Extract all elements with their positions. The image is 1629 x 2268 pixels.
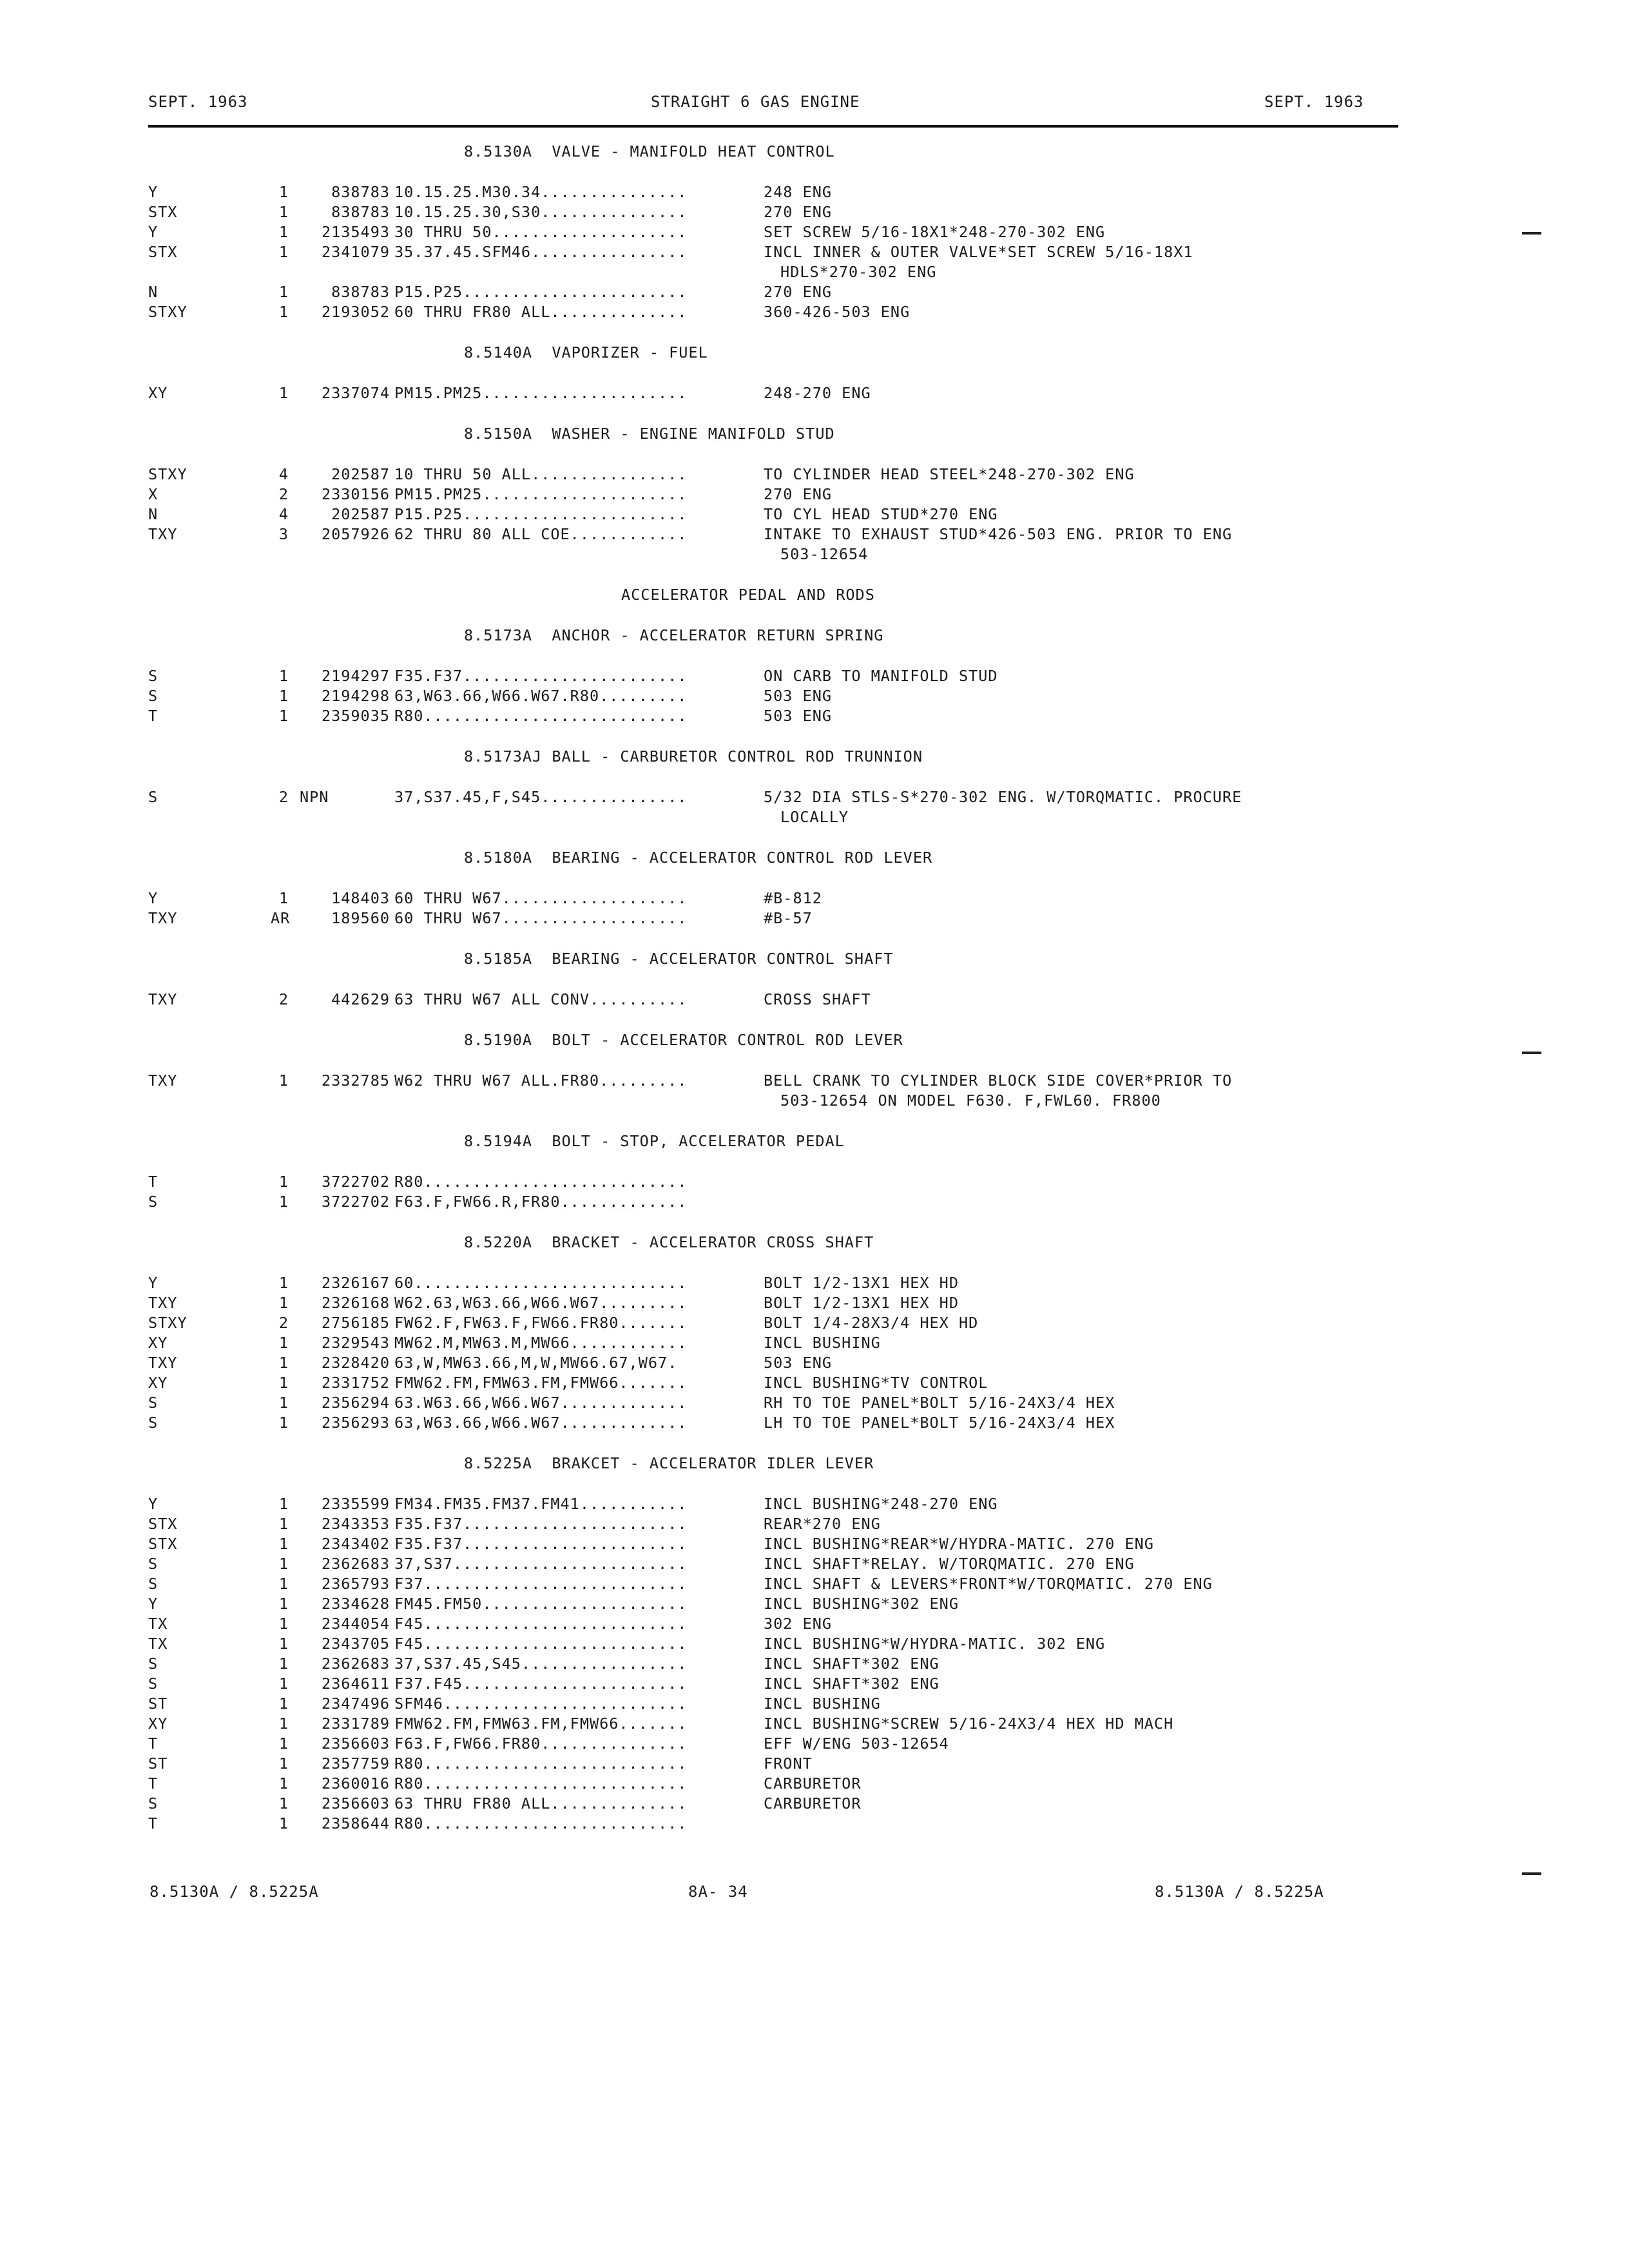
row-quantity: 1 (278, 303, 289, 321)
row-part-number: 2326167 (321, 1274, 390, 1292)
row-applicability: R80........................... (394, 707, 688, 725)
row-remarks-continued: HDLS*270-302 ENG (780, 263, 937, 281)
row-remarks: TO CYLINDER HEAD STEEL*248-270-302 ENG (764, 465, 1135, 483)
row-model-codes: XY (148, 1334, 168, 1352)
row-quantity: 1 (278, 1814, 289, 1832)
row-model-codes: S (148, 667, 159, 685)
margin-mark (1522, 232, 1541, 235)
row-quantity: 2 (278, 485, 289, 503)
row-part-number: 2357759 (321, 1754, 390, 1773)
row-quantity: 1 (278, 1635, 289, 1653)
row-part-number: 2057926 (321, 525, 390, 543)
row-model-codes: Y (148, 1495, 159, 1513)
row-applicability: 37,S37.45,S45................. (394, 1655, 688, 1673)
row-applicability: R80........................... (394, 1774, 688, 1792)
row-quantity: 2 (278, 990, 289, 1008)
row-remarks: INCL BUSHING*W/HYDRA-MATIC. 302 ENG (764, 1635, 1106, 1653)
row-remarks: 503 ENG (764, 687, 833, 705)
row-part-number: 2332785 (321, 1072, 390, 1090)
row-remarks: FRONT (764, 1754, 813, 1773)
row-applicability: W62 THRU W67 ALL.FR80......... (394, 1072, 688, 1090)
row-applicability: 10.15.25.M30.34............... (394, 183, 688, 201)
row-quantity: AR (271, 909, 291, 927)
row-model-codes: TXY (148, 990, 178, 1008)
row-quantity: 1 (278, 1735, 289, 1753)
row-remarks-continued: 503-12654 ON MODEL F630. F,FWL60. FR800 (780, 1091, 1161, 1110)
row-quantity: 1 (278, 1655, 289, 1673)
row-applicability: SFM46......................... (394, 1695, 688, 1713)
row-applicability: 37,S37.45,F,S45............... (394, 788, 688, 806)
row-quantity: 1 (278, 1515, 289, 1533)
row-model-codes: N (148, 505, 159, 523)
row-part-number: 838783 (331, 183, 390, 201)
row-part-number: 2359035 (321, 707, 390, 725)
row-applicability: F45........................... (394, 1615, 688, 1633)
row-model-codes: Y (148, 223, 159, 241)
row-applicability: F45........................... (394, 1635, 688, 1653)
row-model-codes: S (148, 1794, 159, 1812)
section-title: 8.5225A BRAKCET - ACCELERATOR IDLER LEVER (464, 1454, 874, 1472)
row-model-codes: S (148, 1655, 159, 1673)
row-remarks: BELL CRANK TO CYLINDER BLOCK SIDE COVER*PRIOR TO (764, 1072, 1233, 1090)
row-part-number: 2356294 (321, 1394, 390, 1412)
row-applicability: 10.15.25.30,S30............... (394, 203, 688, 221)
row-quantity: 1 (278, 1274, 289, 1292)
row-applicability: 63 THRU FR80 ALL.............. (394, 1794, 688, 1812)
section-title: 8.5185A BEARING - ACCELERATOR CONTROL SHAFT (464, 950, 894, 968)
row-model-codes: S (148, 1394, 159, 1412)
row-model-codes: S (148, 1575, 159, 1593)
row-remarks: INCL BUSHING (764, 1334, 881, 1352)
row-remarks: CARBURETOR (764, 1774, 862, 1792)
row-model-codes: TX (148, 1635, 168, 1653)
row-quantity: 3 (278, 525, 289, 543)
row-quantity: 1 (278, 1535, 289, 1553)
row-quantity: 1 (278, 687, 289, 705)
row-quantity: 1 (278, 1575, 289, 1593)
row-remarks: RH TO TOE PANEL*BOLT 5/16-24X3/4 HEX (764, 1394, 1115, 1412)
row-model-codes: TX (148, 1615, 168, 1633)
row-remarks: TO CYL HEAD STUD*270 ENG (764, 505, 998, 523)
row-remarks: EFF W/ENG 503-12654 (764, 1735, 949, 1753)
row-remarks: INCL BUSHING*REAR*W/HYDRA-MATIC. 270 ENG (764, 1535, 1154, 1553)
footer-range-left: 8.5130A / 8.5225A (149, 1883, 319, 1901)
row-applicability: W62.63,W63.66,W66.W67......... (394, 1294, 688, 1312)
row-remarks: INCL BUSHING*SCREW 5/16-24X3/4 HEX HD MACH (764, 1715, 1174, 1733)
row-applicability: 63 THRU W67 ALL CONV.......... (394, 990, 688, 1008)
row-model-codes: TXY (148, 1072, 178, 1090)
row-quantity: 1 (278, 223, 289, 241)
row-part-number: NPN (300, 788, 329, 806)
row-part-number: 2343353 (321, 1515, 390, 1533)
row-quantity: 1 (278, 707, 289, 725)
row-applicability: F37........................... (394, 1575, 688, 1593)
row-model-codes: TXY (148, 525, 178, 543)
row-part-number: 202587 (331, 505, 390, 523)
row-applicability: 63,W63.66,W66.W67.R80......... (394, 687, 688, 705)
row-part-number: 2326168 (321, 1294, 390, 1312)
row-quantity: 1 (278, 1615, 289, 1633)
row-remarks: INCL INNER & OUTER VALVE*SET SCREW 5/16-18X1 (764, 243, 1193, 261)
row-quantity: 1 (278, 1675, 289, 1693)
row-model-codes: T (148, 1814, 159, 1832)
row-model-codes: S (148, 1555, 159, 1573)
row-model-codes: XY (148, 1374, 168, 1392)
header-date-left: SEPT. 1963 (148, 93, 248, 111)
row-quantity: 1 (278, 243, 289, 261)
row-quantity: 1 (278, 1394, 289, 1412)
margin-mark (1522, 1052, 1541, 1054)
row-model-codes: T (148, 707, 159, 725)
row-remarks: INCL SHAFT & LEVERS*FRONT*W/TORQMATIC. 270 ENG (764, 1575, 1213, 1593)
row-model-codes: TXY (148, 1294, 178, 1312)
row-remarks-continued: LOCALLY (780, 808, 849, 826)
row-part-number: 3722702 (321, 1173, 390, 1191)
row-model-codes: STX (148, 1535, 178, 1553)
row-model-codes: S (148, 1193, 159, 1211)
section-title: 8.5194A BOLT - STOP, ACCELERATOR PEDAL (464, 1132, 845, 1150)
row-remarks: #B-57 (764, 909, 813, 927)
row-applicability: 35.37.45.SFM46................ (394, 243, 688, 261)
section-title: 8.5150A WASHER - ENGINE MANIFOLD STUD (464, 425, 835, 443)
section-title: 8.5140A VAPORIZER - FUEL (464, 343, 708, 361)
row-applicability: 37,S37........................ (394, 1555, 688, 1573)
row-part-number: 2343705 (321, 1635, 390, 1653)
row-quantity: 1 (278, 667, 289, 685)
row-part-number: 2362683 (321, 1655, 390, 1673)
row-quantity: 1 (278, 1794, 289, 1812)
row-remarks: INCL BUSHING*248-270 ENG (764, 1495, 998, 1513)
row-remarks: INCL SHAFT*RELAY. W/TORQMATIC. 270 ENG (764, 1555, 1135, 1573)
row-part-number: 2135493 (321, 223, 390, 241)
row-remarks: CROSS SHAFT (764, 990, 871, 1008)
row-applicability: 10 THRU 50 ALL................ (394, 465, 688, 483)
row-part-number: 2341079 (321, 243, 390, 261)
row-model-codes: S (148, 1414, 159, 1432)
row-quantity: 1 (278, 1374, 289, 1392)
row-part-number: 2364611 (321, 1675, 390, 1693)
row-part-number: 189560 (331, 909, 390, 927)
row-quantity: 1 (278, 1774, 289, 1792)
row-part-number: 2194298 (321, 687, 390, 705)
row-applicability: F35.F37....................... (394, 1535, 688, 1553)
row-model-codes: STXY (148, 303, 188, 321)
row-part-number: 838783 (331, 283, 390, 301)
row-part-number: 2194297 (321, 667, 390, 685)
header-title: STRAIGHT 6 GAS ENGINE (651, 93, 860, 111)
row-applicability: FW62.F,FW63.F,FW66.FR80....... (394, 1314, 688, 1332)
row-quantity: 1 (278, 1555, 289, 1573)
row-model-codes: T (148, 1774, 159, 1792)
row-quantity: 1 (278, 1414, 289, 1432)
row-part-number: 2756185 (321, 1314, 390, 1332)
row-model-codes: Y (148, 183, 159, 201)
row-part-number: 2331752 (321, 1374, 390, 1392)
row-remarks: LH TO TOE PANEL*BOLT 5/16-24X3/4 HEX (764, 1414, 1115, 1432)
row-part-number: 2362683 (321, 1555, 390, 1573)
row-quantity: 2 (278, 788, 289, 806)
row-applicability: 60............................ (394, 1274, 688, 1292)
row-applicability: R80........................... (394, 1754, 688, 1773)
row-remarks: 503 ENG (764, 1354, 833, 1372)
row-remarks: ON CARB TO MANIFOLD STUD (764, 667, 998, 685)
row-applicability: R80........................... (394, 1173, 688, 1191)
row-remarks: CARBURETOR (764, 1794, 862, 1812)
row-quantity: 1 (278, 1173, 289, 1191)
row-part-number: 2335599 (321, 1495, 390, 1513)
row-model-codes: XY (148, 384, 168, 402)
row-applicability: 63,W,MW63.66,M,W,MW66.67,W67. (394, 1354, 678, 1372)
row-part-number: 2360016 (321, 1774, 390, 1792)
row-quantity: 1 (278, 1334, 289, 1352)
row-quantity: 1 (278, 1294, 289, 1312)
header-date-right: SEPT. 1963 (1264, 93, 1364, 111)
row-remarks: INTAKE TO EXHAUST STUD*426-503 ENG. PRIOR TO ENG (764, 525, 1233, 543)
row-part-number: 2343402 (321, 1535, 390, 1553)
section-title: 8.5173AJ BALL - CARBURETOR CONTROL ROD TRUNNION (464, 747, 923, 765)
row-remarks: 270 ENG (764, 283, 833, 301)
row-part-number: 148403 (331, 889, 390, 907)
row-model-codes: ST (148, 1695, 168, 1713)
row-applicability: P15.P25....................... (394, 283, 688, 301)
row-remarks: 5/32 DIA STLS-S*270-302 ENG. W/TORQMATIC. PROCURE (764, 788, 1242, 806)
row-remarks: INCL BUSHING (764, 1695, 881, 1713)
row-model-codes: S (148, 1675, 159, 1693)
row-model-codes: STX (148, 1515, 178, 1533)
row-remarks: #B-812 (764, 889, 822, 907)
section-title: 8.5180A BEARING - ACCELERATOR CONTROL ROD LEVER (464, 849, 933, 867)
row-applicability: 30 THRU 50.................... (394, 223, 688, 241)
row-remarks: BOLT 1/4-28X3/4 HEX HD (764, 1314, 979, 1332)
row-applicability: MW62.M,MW63.M,MW66............ (394, 1334, 688, 1352)
row-part-number: 838783 (331, 203, 390, 221)
row-quantity: 4 (278, 465, 289, 483)
row-part-number: 2347496 (321, 1695, 390, 1713)
row-model-codes: STXY (148, 1314, 188, 1332)
row-applicability: F35.F37....................... (394, 667, 688, 685)
group-heading: ACCELERATOR PEDAL AND RODS (621, 586, 875, 604)
row-quantity: 1 (278, 1495, 289, 1513)
row-quantity: 1 (278, 1193, 289, 1211)
row-quantity: 1 (278, 203, 289, 221)
row-model-codes: S (148, 687, 159, 705)
footer-range-right: 8.5130A / 8.5225A (1155, 1883, 1324, 1901)
row-quantity: 1 (278, 1715, 289, 1733)
row-applicability: R80........................... (394, 1814, 688, 1832)
section-title: 8.5190A BOLT - ACCELERATOR CONTROL ROD LEVER (464, 1031, 903, 1049)
row-remarks: 270 ENG (764, 485, 833, 503)
row-part-number: 2356603 (321, 1735, 390, 1753)
row-part-number: 442629 (331, 990, 390, 1008)
row-quantity: 1 (278, 183, 289, 201)
row-part-number: 2331789 (321, 1715, 390, 1733)
row-applicability: F63.F,FW66.R,FR80............. (394, 1193, 688, 1211)
row-quantity: 1 (278, 1754, 289, 1773)
row-quantity: 4 (278, 505, 289, 523)
row-remarks: INCL SHAFT*302 ENG (764, 1675, 940, 1693)
row-part-number: 2334628 (321, 1595, 390, 1613)
row-part-number: 2365793 (321, 1575, 390, 1593)
row-remarks: REAR*270 ENG (764, 1515, 881, 1533)
row-remarks: BOLT 1/2-13X1 HEX HD (764, 1274, 959, 1292)
row-model-codes: T (148, 1735, 159, 1753)
row-part-number: 2193052 (321, 303, 390, 321)
row-remarks: 360-426-503 ENG (764, 303, 911, 321)
row-model-codes: Y (148, 1274, 159, 1292)
row-applicability: 60 THRU FR80 ALL.............. (394, 303, 688, 321)
row-quantity: 1 (278, 384, 289, 402)
row-applicability: PM15.PM25..................... (394, 485, 688, 503)
row-remarks: SET SCREW 5/16-18X1*248-270-302 ENG (764, 223, 1106, 241)
row-model-codes: S (148, 788, 159, 806)
section-title: 8.5130A VALVE - MANIFOLD HEAT CONTROL (464, 142, 835, 160)
row-model-codes: STXY (148, 465, 188, 483)
row-model-codes: STX (148, 203, 178, 221)
row-quantity: 1 (278, 1354, 289, 1372)
header-rule (148, 125, 1398, 128)
row-part-number: 2337074 (321, 384, 390, 402)
row-remarks: 503 ENG (764, 707, 833, 725)
row-applicability: F63.F,FW66.FR80............... (394, 1735, 688, 1753)
row-remarks: INCL BUSHING*302 ENG (764, 1595, 959, 1613)
row-quantity: 2 (278, 1314, 289, 1332)
footer-page-number: 8A- 34 (688, 1883, 748, 1901)
row-model-codes: X (148, 485, 159, 503)
row-applicability: 60 THRU W67................... (394, 889, 688, 907)
row-applicability: PM15.PM25..................... (394, 384, 688, 402)
row-remarks: 270 ENG (764, 203, 833, 221)
row-model-codes: Y (148, 889, 159, 907)
row-applicability: 60 THRU W67................... (394, 909, 688, 927)
row-applicability: F37.F45....................... (394, 1675, 688, 1693)
row-model-codes: N (148, 283, 159, 301)
row-applicability: FMW62.FM,FMW63.FM,FMW66....... (394, 1374, 688, 1392)
row-part-number: 2356293 (321, 1414, 390, 1432)
section-title: 8.5173A ANCHOR - ACCELERATOR RETURN SPRING (464, 626, 884, 644)
row-model-codes: STX (148, 243, 178, 261)
margin-mark (1522, 1872, 1541, 1875)
row-model-codes: TXY (148, 909, 178, 927)
row-applicability: FM45.FM50..................... (394, 1595, 688, 1613)
row-remarks-continued: 503-12654 (780, 545, 869, 563)
row-remarks: 248 ENG (764, 183, 833, 201)
row-quantity: 1 (278, 1695, 289, 1713)
row-applicability: 62 THRU 80 ALL COE............ (394, 525, 688, 543)
row-remarks: 302 ENG (764, 1615, 833, 1633)
row-model-codes: T (148, 1173, 159, 1191)
row-remarks: 248-270 ENG (764, 384, 871, 402)
row-applicability: P15.P25....................... (394, 505, 688, 523)
row-applicability: 63,W63.66,W66.W67............. (394, 1414, 688, 1432)
row-model-codes: XY (148, 1715, 168, 1733)
row-part-number: 2356603 (321, 1794, 390, 1812)
row-remarks: INCL BUSHING*TV CONTROL (764, 1374, 988, 1392)
row-part-number: 2330156 (321, 485, 390, 503)
row-quantity: 1 (278, 1595, 289, 1613)
row-remarks: INCL SHAFT*302 ENG (764, 1655, 940, 1673)
row-part-number: 202587 (331, 465, 390, 483)
row-model-codes: Y (148, 1595, 159, 1613)
row-model-codes: TXY (148, 1354, 178, 1372)
row-part-number: 2329543 (321, 1334, 390, 1352)
row-part-number: 2358644 (321, 1814, 390, 1832)
row-quantity: 1 (278, 889, 289, 907)
row-applicability: FM34.FM35.FM37.FM41........... (394, 1495, 688, 1513)
row-part-number: 2344054 (321, 1615, 390, 1633)
row-quantity: 1 (278, 283, 289, 301)
row-part-number: 2328420 (321, 1354, 390, 1372)
row-remarks: BOLT 1/2-13X1 HEX HD (764, 1294, 959, 1312)
row-quantity: 1 (278, 1072, 289, 1090)
row-applicability: FMW62.FM,FMW63.FM,FMW66....... (394, 1715, 688, 1733)
row-applicability: F35.F37....................... (394, 1515, 688, 1533)
section-title: 8.5220A BRACKET - ACCELERATOR CROSS SHAFT (464, 1233, 874, 1251)
row-part-number: 3722702 (321, 1193, 390, 1211)
row-model-codes: ST (148, 1754, 168, 1773)
row-applicability: 63.W63.66,W66.W67............. (394, 1394, 688, 1412)
